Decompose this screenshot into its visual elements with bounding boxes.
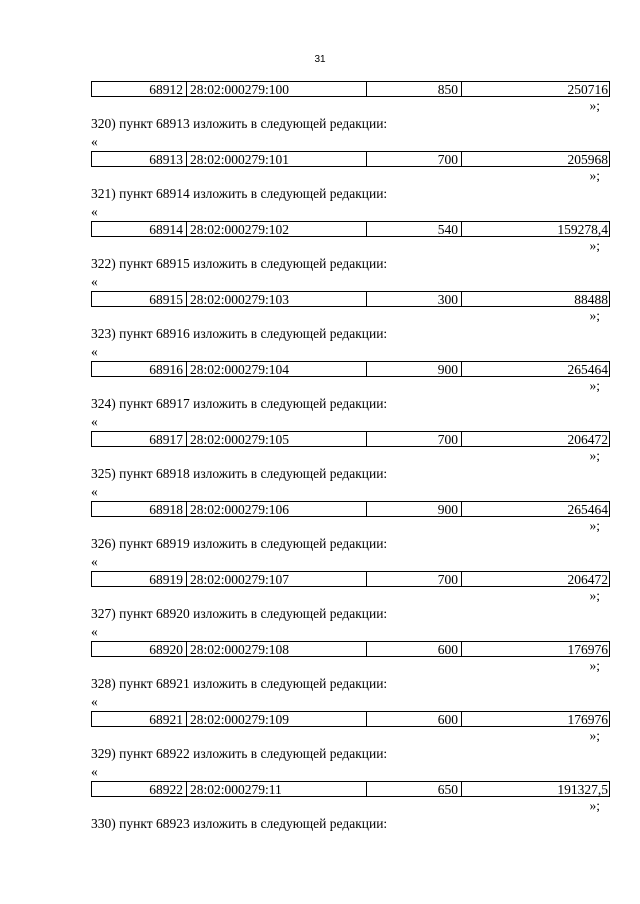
- closing-quote: »;: [589, 588, 600, 603]
- amendment-instruction: 321) пункт 68914 изложить в следующей редакции:: [91, 186, 388, 201]
- table-row: [91, 571, 610, 587]
- row-cadastral-number: 28:02:000279:107: [186, 572, 366, 586]
- amendment-block: [91, 307, 610, 377]
- opening-quote: «: [91, 484, 98, 499]
- row-value: 250716: [461, 82, 611, 96]
- row-value: 176976: [461, 712, 611, 726]
- row-area: 900: [366, 502, 461, 516]
- row-area: 900: [366, 362, 461, 376]
- page-number: 31: [314, 54, 326, 65]
- amendment-block: [91, 587, 610, 657]
- amendment-block: [91, 657, 610, 727]
- row-cadastral-number: 28:02:000279:104: [186, 362, 366, 376]
- row-area: 700: [366, 572, 461, 586]
- row-cadastral-number: 28:02:000279:100: [186, 82, 366, 96]
- amendment-instruction: 326) пункт 68919 изложить в следующей редакции:: [91, 536, 388, 551]
- opening-quote: «: [91, 204, 98, 219]
- row-id: 68921: [149, 712, 183, 726]
- closing-quote: »;: [589, 658, 600, 673]
- row-area: 300: [366, 292, 461, 306]
- table-row: [91, 501, 610, 517]
- opening-quote: «: [91, 344, 98, 359]
- amendment-block: [91, 377, 610, 447]
- row-cadastral-number: 28:02:000279:103: [186, 292, 366, 306]
- row-cadastral-number: 28:02:000279:101: [186, 152, 366, 166]
- row-area: 650: [366, 782, 461, 796]
- opening-quote: «: [91, 134, 98, 149]
- row-value: 159278,4: [461, 222, 611, 236]
- amendment-list: [91, 97, 610, 797]
- document-body: [91, 81, 610, 833]
- table-row: [91, 81, 610, 97]
- amendment-instruction: 330) пункт 68923 изложить в следующей редакции:: [91, 816, 388, 831]
- table-row: [91, 291, 610, 307]
- amendment-instruction: 325) пункт 68918 изложить в следующей редакции:: [91, 466, 388, 481]
- row-area: 700: [366, 432, 461, 446]
- row-value: 176976: [461, 642, 611, 656]
- row-id: 68912: [149, 82, 183, 96]
- table-row: [91, 781, 610, 797]
- opening-quote: «: [91, 274, 98, 289]
- closing-quote: »;: [589, 448, 600, 463]
- row-id: 68913: [149, 152, 183, 166]
- amendment-block: [91, 447, 610, 517]
- row-id: 68920: [149, 642, 183, 656]
- row-area: 540: [366, 222, 461, 236]
- closing-quote: »;: [589, 378, 600, 393]
- closing-quote: »;: [589, 798, 600, 813]
- row-cadastral-number: 28:02:000279:11: [186, 782, 366, 796]
- row-area: 600: [366, 712, 461, 726]
- amendment-instruction: 324) пункт 68917 изложить в следующей редакции:: [91, 396, 388, 411]
- row-id: 68914: [149, 222, 183, 236]
- row-area: 850: [366, 82, 461, 96]
- row-id: 68922: [149, 782, 183, 796]
- opening-quote: «: [91, 764, 98, 779]
- opening-quote: «: [91, 414, 98, 429]
- row-cadastral-number: 28:02:000279:105: [186, 432, 366, 446]
- row-value: 265464: [461, 362, 611, 376]
- row-value: 205968: [461, 152, 611, 166]
- opening-quote: «: [91, 624, 98, 639]
- amendment-instruction: 327) пункт 68920 изложить в следующей редакции:: [91, 606, 388, 621]
- opening-quote: «: [91, 694, 98, 709]
- row-id: 68916: [149, 362, 183, 376]
- closing-quote: »;: [589, 728, 600, 743]
- amendment-instruction: 323) пункт 68916 изложить в следующей редакции:: [91, 326, 388, 341]
- row-id: 68917: [149, 432, 183, 446]
- table-row: [91, 711, 610, 727]
- amendment-block: [91, 727, 610, 797]
- row-id: 68915: [149, 292, 183, 306]
- closing-quote: »;: [589, 168, 600, 183]
- row-id: 68918: [149, 502, 183, 516]
- row-value: 191327,5: [461, 782, 611, 796]
- row-cadastral-number: 28:02:000279:108: [186, 642, 366, 656]
- row-cadastral-number: 28:02:000279:106: [186, 502, 366, 516]
- table-row: [91, 641, 610, 657]
- amendment-block: [91, 517, 610, 587]
- amendment-instruction: 322) пункт 68915 изложить в следующей редакции:: [91, 256, 388, 271]
- row-value: 88488: [461, 292, 611, 306]
- amendment-instruction: 329) пункт 68922 изложить в следующей редакции:: [91, 746, 388, 761]
- amendment-block: [91, 97, 610, 167]
- row-cadastral-number: 28:02:000279:109: [186, 712, 366, 726]
- table-row: [91, 151, 610, 167]
- row-id: 68919: [149, 572, 183, 586]
- closing-quote: »;: [589, 308, 600, 323]
- closing-quote: »;: [589, 518, 600, 533]
- amendment-instruction: 320) пункт 68913 изложить в следующей редакции:: [91, 116, 388, 131]
- row-area: 600: [366, 642, 461, 656]
- amendment-block: [91, 167, 610, 237]
- amendment-block: [91, 237, 610, 307]
- row-value: 206472: [461, 572, 611, 586]
- table-row: [91, 431, 610, 447]
- row-value: 206472: [461, 432, 611, 446]
- row-cadastral-number: 28:02:000279:102: [186, 222, 366, 236]
- amendment-instruction: 328) пункт 68921 изложить в следующей редакции:: [91, 676, 388, 691]
- closing-quote: »;: [589, 238, 600, 253]
- table-row: [91, 361, 610, 377]
- opening-quote: «: [91, 554, 98, 569]
- table-row: [91, 221, 610, 237]
- row-area: 700: [366, 152, 461, 166]
- row-value: 265464: [461, 502, 611, 516]
- closing-quote: »;: [589, 98, 600, 113]
